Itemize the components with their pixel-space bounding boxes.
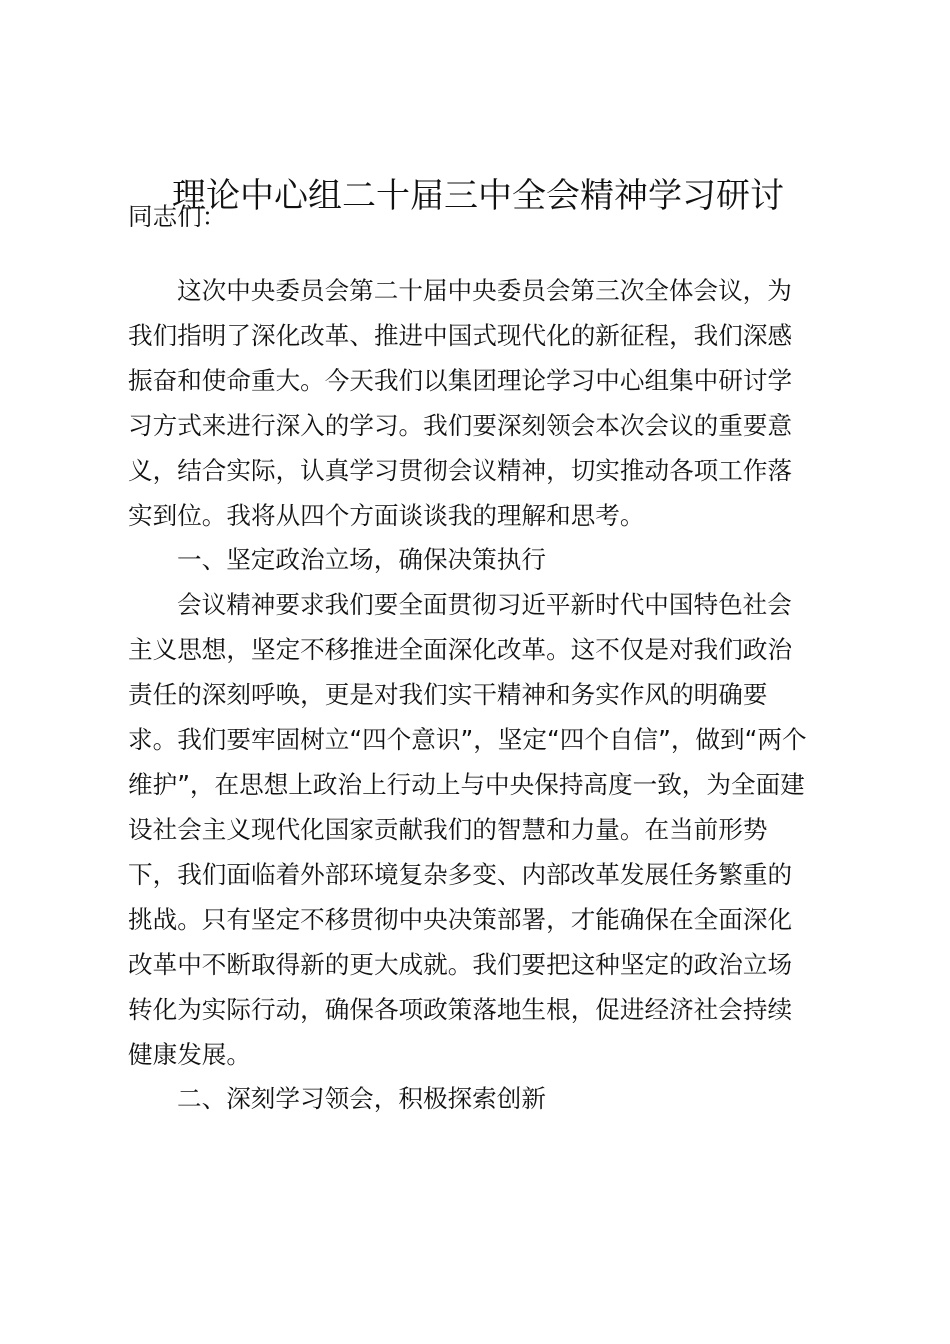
intro-line-6: 实到位。我将从四个方面谈谈我的理解和思考。 [128, 501, 645, 530]
section-1-heading: 一、坚定政治立场，确保决策执行 [177, 545, 546, 574]
section-1-line-7: 下，我们面临着外部环境复杂多变、内部改革发展任务繁重的 [128, 860, 793, 889]
section-1-line-6: 设社会主义现代化国家贡献我们的智慧和力量。在当前形势 [128, 815, 768, 844]
intro-line-4: 习方式来进行深入的学习。我们要深刻领会本次会议的重要意 [128, 411, 793, 440]
document-title: 理论中心组二十届三中全会精神学习研讨 [172, 176, 784, 216]
intro-line-1: 这次中央委员会第二十届中央委员会第三次全体会议，为 [177, 276, 792, 305]
intro-line-2: 我们指明了深化改革、推进中国式现代化的新征程，我们深感 [128, 321, 793, 350]
salutation: 同志们： [128, 202, 227, 231]
section-1-line-5: 维护”，在思想上政治上行动上与中央保持高度一致，为全面建 [128, 770, 805, 799]
intro-line-3: 振奋和使命重大。今天我们以集团理论学习中心组集中研讨学 [128, 366, 793, 395]
section-1-line-8: 挑战。只有坚定不移贯彻中央决策部署，才能确保在全面深化 [128, 905, 793, 934]
section-1-line-3: 责任的深刻呼唤，更是对我们实干精神和务实作风的明确要 [128, 680, 768, 709]
section-1-line-4: 求。我们要牢固树立“四个意识”，坚定“四个自信”，做到“两个 [128, 725, 807, 754]
intro-line-5: 义，结合实际，认真学习贯彻会议精神，切实推动各项工作落 [128, 456, 793, 485]
section-1-line-2: 主义思想，坚定不移推进全面深化改革。这不仅是对我们政治 [128, 635, 793, 664]
section-1-line-11: 健康发展。 [128, 1040, 251, 1069]
section-1-line-9: 改革中不断取得新的更大成就。我们要把这种坚定的政治立场 [128, 950, 793, 979]
section-1-line-1: 会议精神要求我们要全面贯彻习近平新时代中国特色社会 [177, 590, 792, 619]
section-1-line-10: 转化为实际行动，确保各项政策落地生根，促进经济社会持续 [128, 995, 793, 1024]
section-2-heading: 二、深刻学习领会，积极探索创新 [177, 1084, 546, 1113]
